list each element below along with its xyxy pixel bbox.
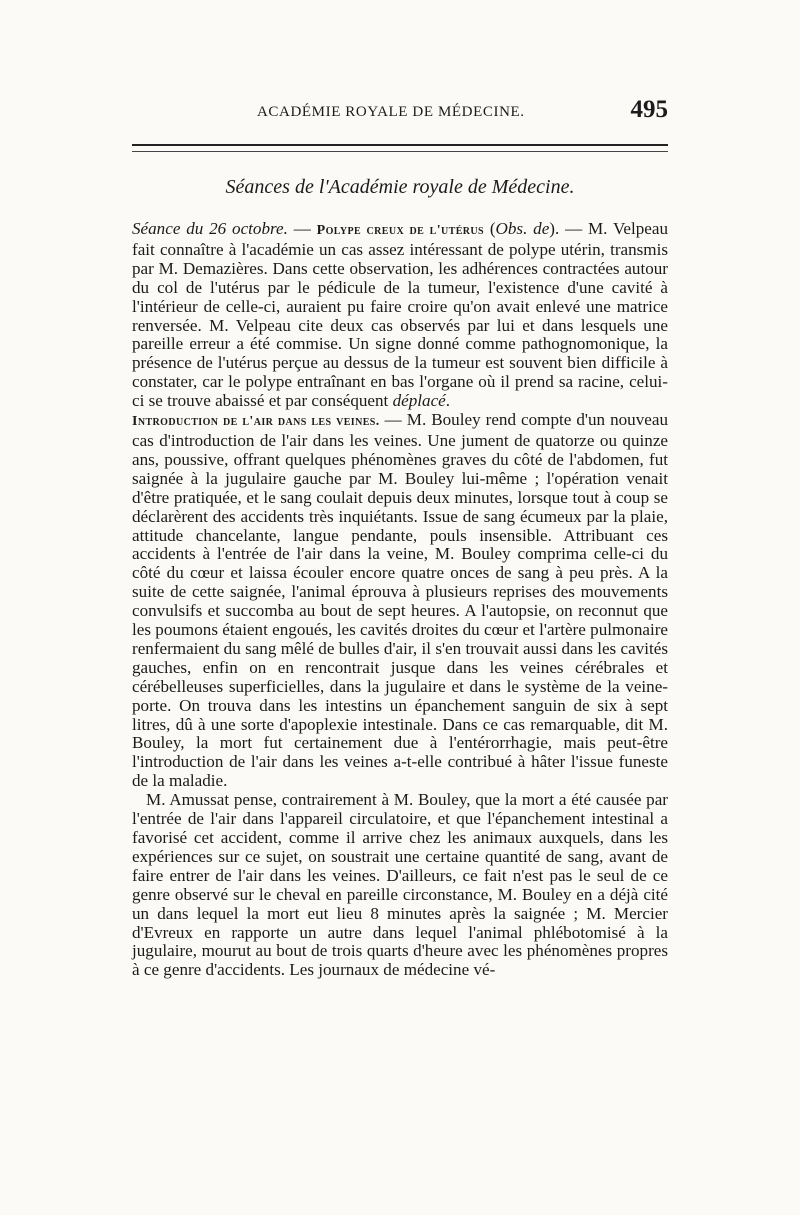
running-head — [132, 96, 668, 126]
article-body — [132, 220, 668, 980]
paragraph-amussat — [132, 791, 668, 980]
paragraph-polype — [132, 220, 668, 411]
date-dash: — — [287, 219, 317, 238]
running-title: ACADÉMIE ROYALE DE MÉDECINE. — [257, 104, 525, 120]
italic-word: déplacé — [392, 391, 446, 411]
page-number: 495 — [630, 96, 668, 123]
subject-heading: Introduction de l'air dans les veines. — [132, 414, 380, 430]
paragraph-introduction-air — [132, 411, 668, 791]
subject-heading: Polype creux de l'utérus — [316, 223, 485, 238]
section-title: Séances de l'Académie royale de Médecine. — [225, 176, 575, 198]
paragraph-text: M. Amussat pense, contrairement à M. Bouley, que la mort a été causée par l'entrée de l'air dans l'appareil circulatoire, et que l'épanchement intestinal a favorisé cet accident, comme il arrive chez les animaux auxquels, dans les expériences sur ce sujet, on soustrait une certaine quantité de sang, avant de faire entrer de l'air dans les veines. D'ailleurs, ce fait n'est pas le seul de ce genre observé sur le cheval en pareille circonstance, M. Bouley en a déjà cité un dans lequel la mort eut lieu 8 minutes après la saignée ; M. Mercier d'Evreux en rapporte un autre dans lequel l'animal phlébotomisé à la jugulaire, mourut au bout de trois quarts d'heure avec les phénomènes propres à ce genre d'accidents. Les journaux de médecine vé- — [132, 790, 668, 980]
observation-ref: Obs. de — [495, 219, 550, 238]
header-rule — [132, 144, 668, 152]
ref-open: ( — [484, 219, 496, 238]
ref-close: ). — [549, 219, 560, 238]
paragraph-text: — M. Bouley rend compte d'un nouveau cas d'introduction de l'air dans les veines. Une jument de quatorze ou quinze ans, poussive, offrant quelques phénomènes graves du côté de l'abdomen, fut saignée à la jugulaire gauche par M. Bouley lui-même ; l'opération venait d'être pratiquée, et le sang coulait depuis deux minutes, lorsque tout à coup se déclarèrent des accidents très inquiétants. Issue de sang écumeux par la plaie, attitude chancelante, langue pendante, pouls insensible. Attribuant ces accidents à l'entrée de l'air dans la veine, M. Bouley comprima celle-ci du côté du cœur et laissa écouler encore quatre onces de sang à peu près. A la suite de cette saignée, l'animal éprouva à plusieurs reprises des mouvements convulsifs et succomba au bout de sept heures. A l'autopsie, on reconnut que les poumons étaient engoués, les cavités droites du cœur et l'artère pulmonaire renfermaient du sang mêlé de bulles d'air, il s'en trouvait aussi dans les cavités gauches, enfin on en rencontrait jusque dans les veines cérébrales et cérébelleuses superficielles, dans la jugulaire et dans le système de la veine-porte. On trouva dans les intestins un épanchement sanguin de six à sept litres, dû à une sorte d'apoplexie intestinale. Dans ce cas remarquable, dit M. Bouley, la mort fut certainement due à l'entérorrhagie, mais peut-être l'introduction de l'air dans les veines a-t-elle contribué à hâter l'issue funeste de la maladie. — [132, 410, 668, 791]
session-date: Séance du 26 octobre. — [132, 219, 288, 238]
paragraph-text: — M. Velpeau fait connaître à l'académie un cas assez intéressant de polype utérin, transmis par M. Demazières. Dans cette observation, les adhérences contractées autour du col de l'utérus par le pédicule de la tumeur, l'existence d'une cavité à l'intérieur de celle-ci, auraient pu faire croire qu'on avait enlevé une matrice renversée. M. Velpeau cite deux cas observés par lui et dans lesquels une pareille erreur a été commise. Un signe donné comme pathognomonique, la présence de l'utérus perçue au dessus de la tumeur est souvent bien difficile à constater, car le polype entraînant en bas l'organe où il prend sa racine, celui-ci se trouve abaissé et par conséquent — [132, 219, 669, 411]
paragraph-end: . — [445, 391, 451, 411]
